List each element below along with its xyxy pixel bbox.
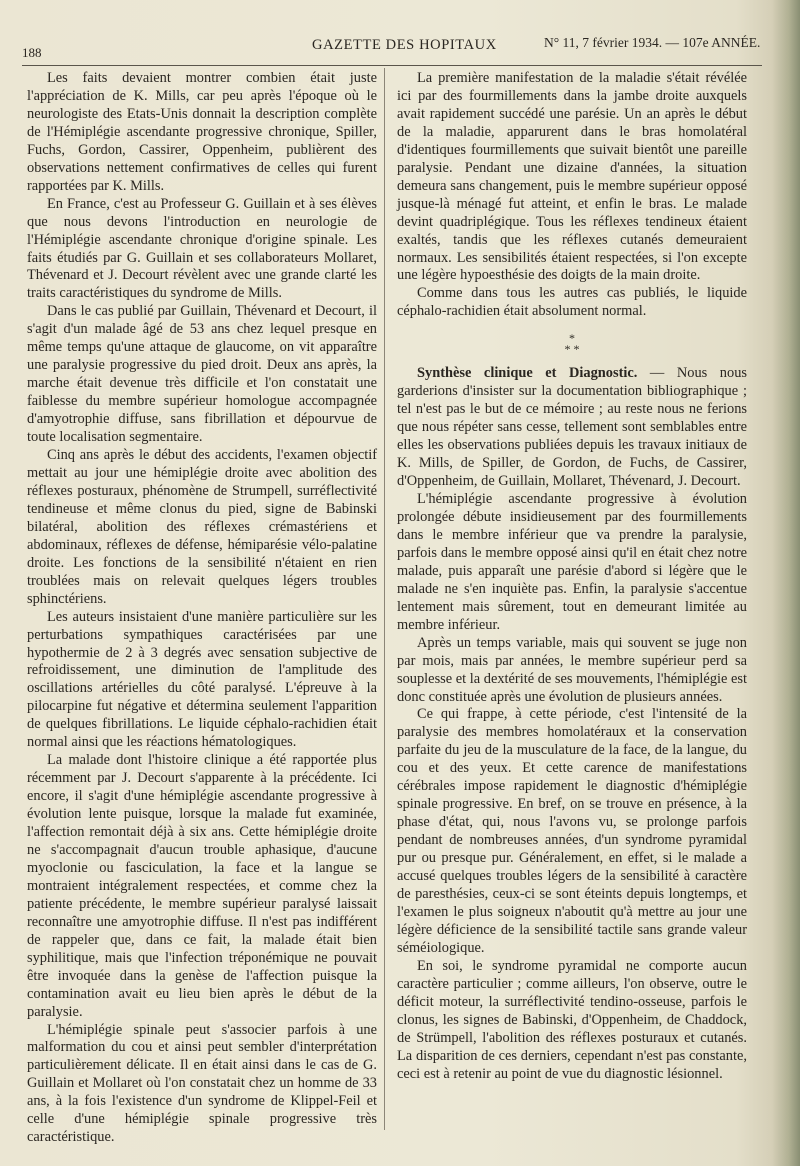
issue-info: N° 11, 7 février 1934. — 107e ANNÉE. bbox=[544, 35, 761, 50]
paragraph: La première manifestation de la maladie s'était révélée ici par des fourmillements dans la jambe droite auxquels avait rapidement succédé une parésie. Un an après le début de la maladie, apparurent dans le bras homolatéral d'identiques fourmillements que suivait bientôt une pareille paralysie. Pendant une dizaine d'années, la situation demeura sans changement, puis le membre supérieur opposé jusque-là ménagé fut atteint, et enfin le bras. Le malade devint quadriplégique. Tous les réflexes tendineux étaient exaltés, tandis que les réflexes cutanés demeuraient normaux. Les sensibilités étaient respectées, si l'on excepte une légère hypoesthésie des doigts de la main droite. bbox=[397, 70, 747, 284]
section-heading: Synthèse clinique et Diagnostic. bbox=[417, 365, 638, 382]
paragraph: En France, c'est au Professeur G. Guillain et à ses élèves que nous devons l'introduction en neurologie de l'Hémiplégie ascendante chronique d'origine spinale. Les faits étudiés par G. Guillain et ses collaborateurs Mollaret, Thévenard et J. Decourt révèlent avec une grande clarté les traits caractéristiques du syndrome de Mills. bbox=[27, 195, 377, 302]
page-edge-shadow bbox=[772, 0, 800, 1166]
paragraph: L'hémiplégie ascendante progressive à évolution prolongée débute insidieusement par des fourmillements dans le membre inférieur que va prendre la paralysie, parfois dans le membre opposé ainsi qu'il en était chez notre malade, puis apparaît une parésie d'abord si légère que le malade ne s'en inquiète pas. Enfin, la paralysie s'accentue lentement mais sûrement, tout en demeurant limitée au membre inférieur. bbox=[397, 491, 747, 633]
paragraph: L'hémiplégie spinale peut s'associer parfois à une malformation du cou et ainsi peut sembler d'interprétation particulièrement délicate. Il en était ainsi dans le cas de G. Guillain et Mollaret où l'on constatait chez un homme de 33 ans, à la fois l'existence d'un syndrome de Klippel-Feil et celle d'une hémiplégie spinale progressive très caractéristique. bbox=[27, 1021, 377, 1146]
asterism-top: * bbox=[569, 331, 575, 346]
header-rule bbox=[22, 65, 762, 66]
synthesis-lead-text: — Nous nous garderions d'insister sur la documentation bibliographique ; tel n'est pas le but de ce mémoire ; au reste nous ne ferions que nous répéter sans cesse, tellement sont semblables entre elles les observations publiées depuis les travaux initiaux de K. Mills, de Spiller, de Gordon, de Fuchs, de Cassirer, d'Oppenheim, de Guillain, Mollaret, Thévenard, J. Decourt. bbox=[397, 365, 747, 490]
left-column bbox=[27, 70, 377, 1147]
paragraph: En soi, le syndrome pyramidal ne comporte aucun caractère particulier ; comme ailleurs, l'on observe, outre le déficit moteur, la surréflectivité tendino-osseuse, parfois le clonus, les signes de Babinski, d'Oppenheim, de Chaddock, de Strümpell, l'abolition des réflexes posturaux et cutanés. La disparition de ces derniers, cependant n'est pas constante, ceci est à retenir au point de vue du diagnostic lésionnel. bbox=[397, 957, 747, 1082]
asterism-bottom: * * bbox=[564, 342, 580, 357]
paragraph: Dans le cas publié par Guillain, Thévenard et Decourt, il s'agit d'un malade âgé de 53 ans chez lequel presque en même temps qu'une attaque de glaucome, on vit apparaître une paralysie progressive du pied droit. Deux ans après, la marche était devenue très difficile et l'on constatait une faiblesse du membre supérieur homologue accompagnée d'amyotrophie diffuse, sans fibrillation et dépourvue de toute localisation segmentaire. bbox=[27, 303, 377, 446]
section-asterism bbox=[397, 333, 747, 355]
paragraph: Les auteurs insistaient d'une manière particulière sur les perturbations sympathiques caractérisées par une hypothermie de 2 à 3 degrés avec sensation subjective de refroidissement, une diminution de l'amplitude des oscillations artérielles du côté paralysé. L'épreuve à la pilocarpine fut négative et détermina seulement l'apparition de quelques fibrillations. Le liquide céphalo-rachidien était normal ainsi que les réactions hématologiques. bbox=[27, 608, 377, 751]
paragraph: La malade dont l'histoire clinique a été rapportée plus récemment par J. Decourt s'apparente à la précédente. Ici encore, il s'agit d'une hémiplégie ascendante progressive à évolution lente puisque, lorsque la malade fut examinée, l'affection remontait déjà à six ans. Cette hémiplégie droite ne s'accompagnait d'aucun trouble aphasique, d'aucune myoclonie ou fasciculation, la face et la langue se montraient intégralement respectées, et comme chez la patiente précédente, le membre supérieur paralysé laissait reconnaître une amyotrophie diffuse. Il n'est pas indifférent de rappeler que, dans ce fait, la malade était bien syphilitique, mais que l'infection tréponémique ne pouvait être invoquée dans la genèse de l'affection puisque la contamination avait eu lieu bien après le début de la paralysie. bbox=[27, 752, 377, 1020]
page-number: 188 bbox=[22, 45, 42, 60]
paragraph: Après un temps variable, mais qui souvent se juge non par mois, mais par années, le membre supérieur perd sa souplesse et la dextérité de ses mouvements, l'hémiplégie est donc constituée après une évolution de plusieurs années. bbox=[397, 634, 747, 705]
page-header bbox=[22, 31, 762, 60]
synthesis-paragraph bbox=[397, 365, 747, 491]
paragraph: Comme dans tous les autres cas publiés, le liquide céphalo-rachidien était absolument normal. bbox=[397, 285, 747, 320]
journal-title: GAZETTE DES HOPITAUX bbox=[312, 37, 497, 53]
paragraph: Ce qui frappe, à cette période, c'est l'intensité de la paralysie des membres homolatéraux et la conservation parfaite du jeu de la musculature de la face, de la langue, du cou et des yeux. Et cette carence de manifestations cérébrales impose rapidement le diagnostic d'hémiplégie spinale progressive. En bref, on se trouve en présence, à la phase d'état, qui, nous l'avons vu, se prolonge parfois pendant de nombreuses années, d'un syndrome pyramidal pur ou presque pur. Généralement, en effet, si le malade a accusé quelques troubles légers de la sensibilité à caractère de paresthésies, ceux-ci se sont éteints depuis longtemps, et l'examen le plus soigneux n'aboutit qu'à mettre au jour une légère déficience de la sensibilité tactile sans grande valeur séméiologique. bbox=[397, 706, 747, 956]
right-column bbox=[397, 70, 747, 1083]
paragraph: Les faits devaient montrer combien était juste l'appréciation de K. Mills, car peu après l'époque où le neurologiste des Etats-Unis donnait la description complète de l'Hémiplégie ascendante progressive chronique, Spiller, Fuchs, Gordon, Cassirer, Oppenheim, publièrent des observations nettement confirmatives de celles qui furent rapportées par K. Mills. bbox=[27, 70, 377, 194]
paragraph: Cinq ans après le début des accidents, l'examen objectif mettait au jour une hémiplégie droite avec abolition des réflexes posturaux, phénomène de Strumpell, surréflectivité tendineuse et même clonus du pied, signe de Babinski bilatéral, abolition des réflexes crémastériens et abdominaux, réflexes de défense, hémiparésie vélo-palatine droite. Les fonctions de la sensibilité n'étaient en rien troublées mais on relevait quelques légers troubles sphinctériens. bbox=[27, 447, 377, 607]
column-divider bbox=[384, 68, 385, 1130]
